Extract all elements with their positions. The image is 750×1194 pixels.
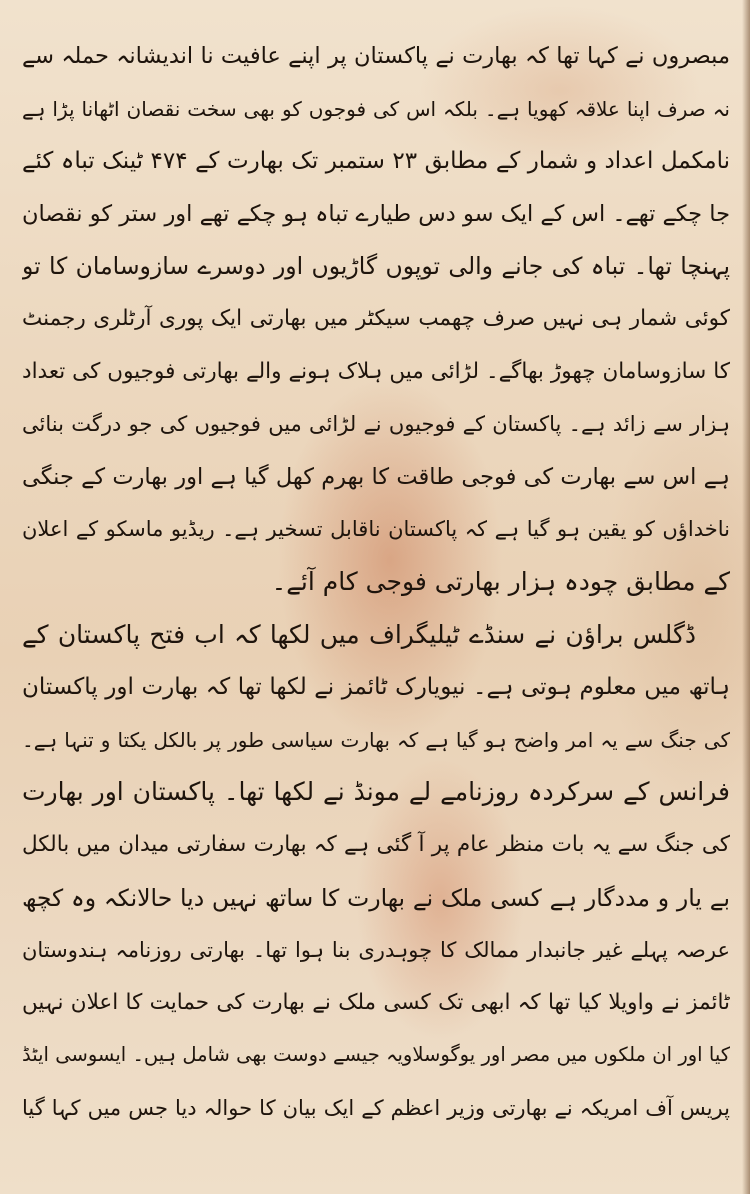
text-line-15: فرانس کے سرکردہ روزنامے لے مونڈ نے لکھا تھا۔ پاکستان اور بھارت [22,777,730,807]
text-line-19: ٹائمز نے واویلا کیا تھا کہ ابھی تک کسی ملک نے بھارت کی حمایت کا اعلان نہیں [22,989,730,1015]
text-line-5: پہنچا تھا۔ تباہ کی جانے والی توپوں گاڑیوں اور دوسرے سازوسامان کا تو [22,252,730,281]
text-line-6: کوئی شمار ہی نہیں صرف چھمب سیکٹر میں بھارتی ایک پوری آرٹلری رجمنٹ [22,305,730,331]
text-line-21: پریس آف امریکہ نے بھارتی وزیر اعظم کے ایک بیان کا حوالہ دیا جس میں کہا گیا [22,1095,730,1120]
text-line-3: نامکمل اعداد و شمار کے مطابق ۲۳ ستمبر تک بھارت کے ۴۷۴ ٹینک تباہ کئے [22,148,730,175]
text-line-8: ہزار سے زائد ہے۔ پاکستان کے فوجیوں نے لڑائی میں فوجیوں کی جو درگت بنائی [22,412,730,437]
page-edge-shadow [742,0,750,1194]
text-line-7: کا سازوسامان چھوڑ بھاگے۔ لڑائی میں ہلاک ہونے والے بھارتی فوجیوں کی تعداد [22,358,730,384]
text-line-1: مبصروں نے کہا تھا کہ بھارت نے پاکستان پر اپنے عافیت نا اندیشانہ حملہ سے [22,43,730,69]
text-line-16: کی جنگ سے یہ بات منظر عام پر آ گئی ہے کہ بھارت سفارتی میدان میں بالکل [22,831,730,857]
text-line-9: ہے اس سے بھارت کی فوجی طاقت کا بھرم کھل گیا ہے اور بھارت کے جنگی [22,463,730,490]
text-line-17: بے یار و مددگار ہے کسی ملک نے بھارت کا ساتھ نہیں دیا حالانکہ وہ کچھ [22,883,730,912]
text-line-11: کے مطابق چودہ ہزار بھارتی فوجی کام آئے۔ [271,566,730,596]
text-line-20: کیا اور ان ملکوں میں مصر اور یوگوسلاویہ جیسے دوست بھی شامل ہیں۔ ایسوسی ایٹڈ [22,1043,730,1067]
text-line-2: نہ صرف اپنا علاقہ کھویا ہے۔ بلکہ اس کی فوجوں کو بھی سخت نقصان اٹھانا پڑا ہے [22,96,730,121]
text-line-13: ہاتھ میں معلوم ہوتی ہے۔ نیویارک ٹائمز نے لکھا تھا کہ بھارت اور پاکستان [22,674,730,701]
text-line-10: ناخداؤں کو یقین ہو گیا ہے کہ پاکستان ناقابل تسخیر ہے۔ ریڈیو ماسکو کے اعلان [22,517,730,542]
text-line-4: جا چکے تھے۔ اس کے ایک سو دس طیارے تباہ ہو چکے تھے اور ستر کو نقصان [22,200,730,227]
text-line-18: عرصہ پہلے غیر جانبدار ممالک کا چوہدری بنا ہوا تھا۔ بھارتی روزنامہ ہندوستان [22,938,730,963]
text-line-12: ڈگلس براؤن نے سنڈے ٹیلیگراف میں لکھا کہ اب فتح پاکستان کے [22,619,696,649]
text-line-14: کی جنگ سے یہ امر واضح ہو گیا ہے کہ بھارت سیاسی طور پر بالکل یکتا و تنہا ہے۔ [22,727,730,752]
urdu-text-block [22,30,730,1134]
